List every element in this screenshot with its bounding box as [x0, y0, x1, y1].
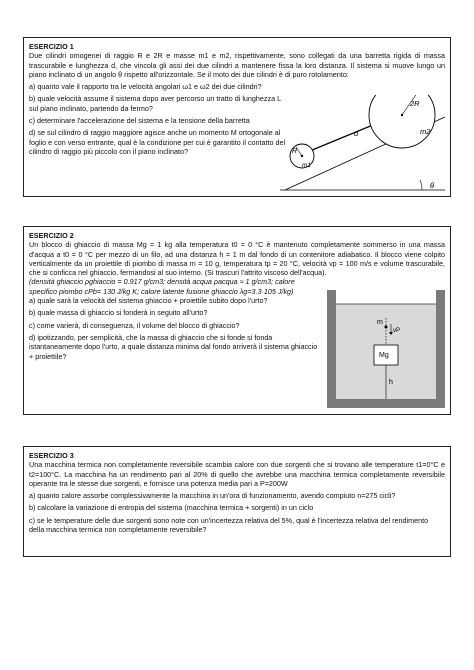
rod-label: d — [354, 129, 359, 138]
exercise-2-title: ESERCIZIO 2 — [29, 231, 74, 240]
ice-block-label: Mg — [379, 352, 389, 359]
exercise-1-question-c: c) determinare l'accelerazione del sistema e la tensione della barretta — [29, 116, 250, 126]
exercise-2-question-a: a) quale sarà la velocità del sistema ghiaccio + proiettile subito dopo l'urto? — [29, 296, 268, 306]
angle-arc — [420, 180, 422, 190]
bullet-velocity-label: vP — [393, 328, 401, 334]
exercise-3-intro: Una macchina termica non completamente reversibile scambia calore con due sorgenti che si trovano alle temperature t1=0°C e t2=100°C. La macchina ha un rendimento pari al 20% di quello che avrebbe una macchina termica completamente reversibile operante tra le stesse due sorgenti, e fornisce una potenza media pari a P=200W — [29, 460, 445, 488]
exercise-1-question-b: b) quale velocità assume il sistema dopo aver percorso un tratto di lunghezza L sul piano inclinato, partendo da fermo? — [29, 94, 281, 113]
exercise-2-question-c: c) come varierà, di conseguenza, il volume del blocco di ghiaccio? — [29, 320, 240, 330]
big-radius-label: 2R — [410, 99, 420, 108]
bullet-mass-label: m — [377, 319, 383, 326]
exercise-1-intro: Due cilindri omogenei di raggio R e 2R e masse m1 e m2, rispettivamente, sono collegati da una barretta rigida di massa trascurabile e lunghezza d, che vincola gli assi dei due cilindri a mantenere fissa la loro distanza. Il sistema si muove lungo un piano inclinato di un angolo θ rispetto all'orizzontale. Se il moto dei due cilindri è di puro rotolamento: — [29, 51, 445, 79]
exercise-1-title: ESERCIZIO 1 — [29, 42, 74, 51]
mass-small-label: m1 — [302, 162, 312, 169]
exercise-2-data: (densità ghiaccio ρghiaccio = 0.917 g/cm3; densità acqua ρacqua ≈ 1 g/cm3; calore specifico piombo cPb= 130 J/kg K; calore latente fusione ghiaccio λg=3.3·105 J/kg) — [29, 277, 295, 296]
container-figure — [327, 290, 445, 408]
exercise-1-question-a: a) quanto vale il rapporto tra le velocità angolari ω1 e ω2 dei due cilindri? — [29, 82, 262, 92]
height-label: h — [389, 379, 393, 386]
exercise-3-box — [23, 446, 451, 557]
big-cylinder — [369, 95, 435, 148]
exercise-1-box — [23, 37, 451, 197]
exercise-2-question-d: d) ipotizzando, per semplicità, che la massa di ghiaccio che si fonde si fonda istantaneamente dopo l'urto, a quale distanza minima dal fondo arriverà il sistema ghiaccio + proiettile? — [29, 332, 318, 361]
inclined-plane-figure — [280, 95, 450, 195]
exercise-3-title: ESERCIZIO 3 — [29, 451, 74, 460]
exercise-3-question-a: a) quanto calore assorbe complessivamente la macchina in un'ora di funzionamento, avendo compiuto n=275 cicli? — [29, 491, 396, 501]
exercise-3-question-b: b) calcolare la variazione di entropia del sistema (macchina termica + sorgenti) in un ciclo — [29, 503, 314, 513]
exercise-3-question-c: c) se le temperature delle due sorgenti sono note con un'incertezza relativa del 5%, qual è l'incertezza relativa del rendimento della macchina termica non completamente reversibile? — [29, 515, 429, 535]
exercise-2-question-b: b) quale massa di ghiaccio si fonderà in seguito all'urto? — [29, 308, 208, 318]
small-radius-label: R — [292, 148, 298, 155]
exercise-2-box — [23, 226, 451, 415]
exercise-1-question-d: d) se sul cilindro di raggio maggiore agisce anche un momento M ortogonale al foglio e con verso entrante, qual è la condizione per cui è garantito il contatto del cilindro di raggio più piccolo con il piano inclinato? — [29, 128, 286, 156]
mass-big-label: m2 — [420, 127, 431, 136]
exercise-2-intro: Un blocco di ghiaccio di massa Mg = 1 kg alla temperatura t0 = 0 °C è mantenuto completamente sommerso in una massa d'acqua a t0 = 0 °C per mezzo di un filo, ad una distanza h = 1 m dal fondo di un contenitore adiabatico. Il blocco viene colpito verticalmente da un proiettile di piombo di massa m = 10 g, temperatura tp = 20 °C, velocità vp = 100 m/s e volume trascurabile, che si conficca nel ghiaccio, fermandosi al suo interno. (Si trascuri l'attrito viscoso dell'acqua). — [29, 240, 445, 278]
angle-label: θ — [430, 181, 435, 190]
